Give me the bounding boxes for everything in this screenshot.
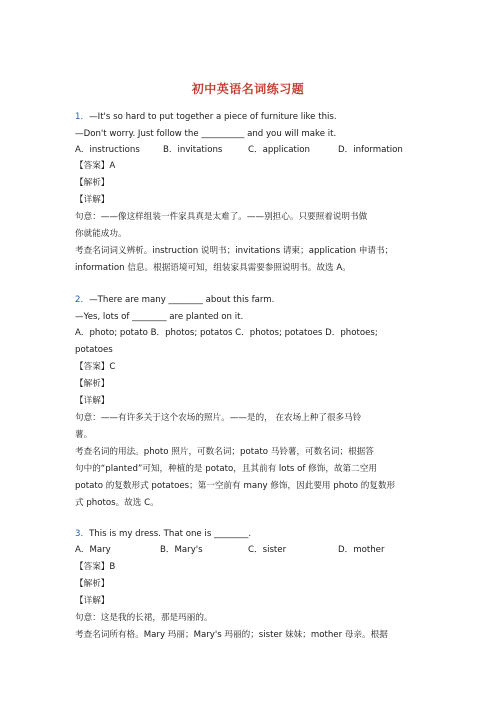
question-3-number: 3． xyxy=(75,529,90,539)
question-2-line2: —Yes, lots of ________ are planted on it. xyxy=(75,312,244,322)
question-3-stem xyxy=(75,528,251,540)
question-3-option-a: A．Mary xyxy=(75,545,111,555)
question-2-line1: —There are many ________ about this farm. xyxy=(89,295,275,305)
question-1-line2: —Don't worry. Just follow the __________ and you will make it. xyxy=(75,129,337,139)
question-3-explanation-1: 句意：这是我的长裙，那是玛丽的。 xyxy=(75,613,213,623)
question-3-answer: 【答案】B xyxy=(75,562,116,572)
question-1-option-b: B．invitations xyxy=(163,145,223,155)
question-1-explanation-2: 你就能成功。 xyxy=(75,229,127,239)
question-2-number: 2． xyxy=(75,295,90,305)
question-1-number: 1． xyxy=(75,112,90,122)
question-2-answer: 【答案】C xyxy=(75,362,116,372)
question-3-option-c: C．sister xyxy=(248,545,287,555)
question-3-detail: 【详解】 xyxy=(75,596,110,606)
question-3-option-d: D．mother xyxy=(338,545,385,555)
question-1-explanation-4: information 信息。根据语境可知，组装家具需要参照说明书。故选 A。 xyxy=(75,263,351,273)
question-1-explanation-1: 句意：——像这样组装一件家具真是太难了。——别担心。只要照着说明书做 xyxy=(75,212,368,222)
question-3-explanation-2: 考查名词所有格。Mary 玛丽；Mary's 玛丽的；sister 妹妹；mother 母亲。根据 xyxy=(75,630,388,640)
question-2-options-cont: potatoes xyxy=(75,345,113,355)
question-1-analysis: 【解析】 xyxy=(75,178,110,188)
question-1-line1: —It's so hard to put together a piece of furniture like this. xyxy=(89,112,337,122)
question-2-explanation-6: 式 photos。故选 C。 xyxy=(75,498,159,508)
question-1-explanation-3: 考查名词词义辨析。instruction 说明书；invitations 请柬；application 申请书； xyxy=(75,246,394,256)
question-2-options: A．photo; potato B．photos; potatos C．photos; potatoes D．photoes; xyxy=(75,328,378,338)
question-1-option-c: C．application xyxy=(248,145,310,155)
question-2-stem xyxy=(75,294,274,306)
question-1-detail: 【详解】 xyxy=(75,195,110,205)
question-2-explanation-4: 句中的“planted”可知，种植的是 potato，且其前有 lots of 修饰，故第二空用 xyxy=(75,464,377,474)
question-2-explanation-5: potato 的复数形式 potatoes；第一空前有 many 修饰，因此要用 photo 的复数形 xyxy=(75,481,396,491)
question-2-explanation-1: 句意：——有许多关于这个农场的照片。——是的， 在农场上种了很多马铃 xyxy=(75,413,362,423)
question-3-line1: This is my dress. That one is ________. xyxy=(89,529,252,539)
question-1-answer: 【答案】A xyxy=(75,161,116,171)
question-1-stem xyxy=(75,111,337,123)
question-3-option-b: B．Mary's xyxy=(160,545,203,555)
question-2-analysis: 【解析】 xyxy=(75,379,110,389)
question-1-option-a: A．instructions xyxy=(75,145,140,155)
question-2-explanation-3: 考查名词的用法。photo 照片，可数名词；potato 马铃薯，可数名词；根据答 xyxy=(75,447,374,457)
page-title: 初中英语名词练习题 xyxy=(191,82,305,96)
question-2-explanation-2: 薯。 xyxy=(75,430,93,440)
question-1-option-d: D．information xyxy=(338,145,403,155)
question-3-analysis: 【解析】 xyxy=(75,579,110,589)
question-2-detail: 【详解】 xyxy=(75,396,110,406)
